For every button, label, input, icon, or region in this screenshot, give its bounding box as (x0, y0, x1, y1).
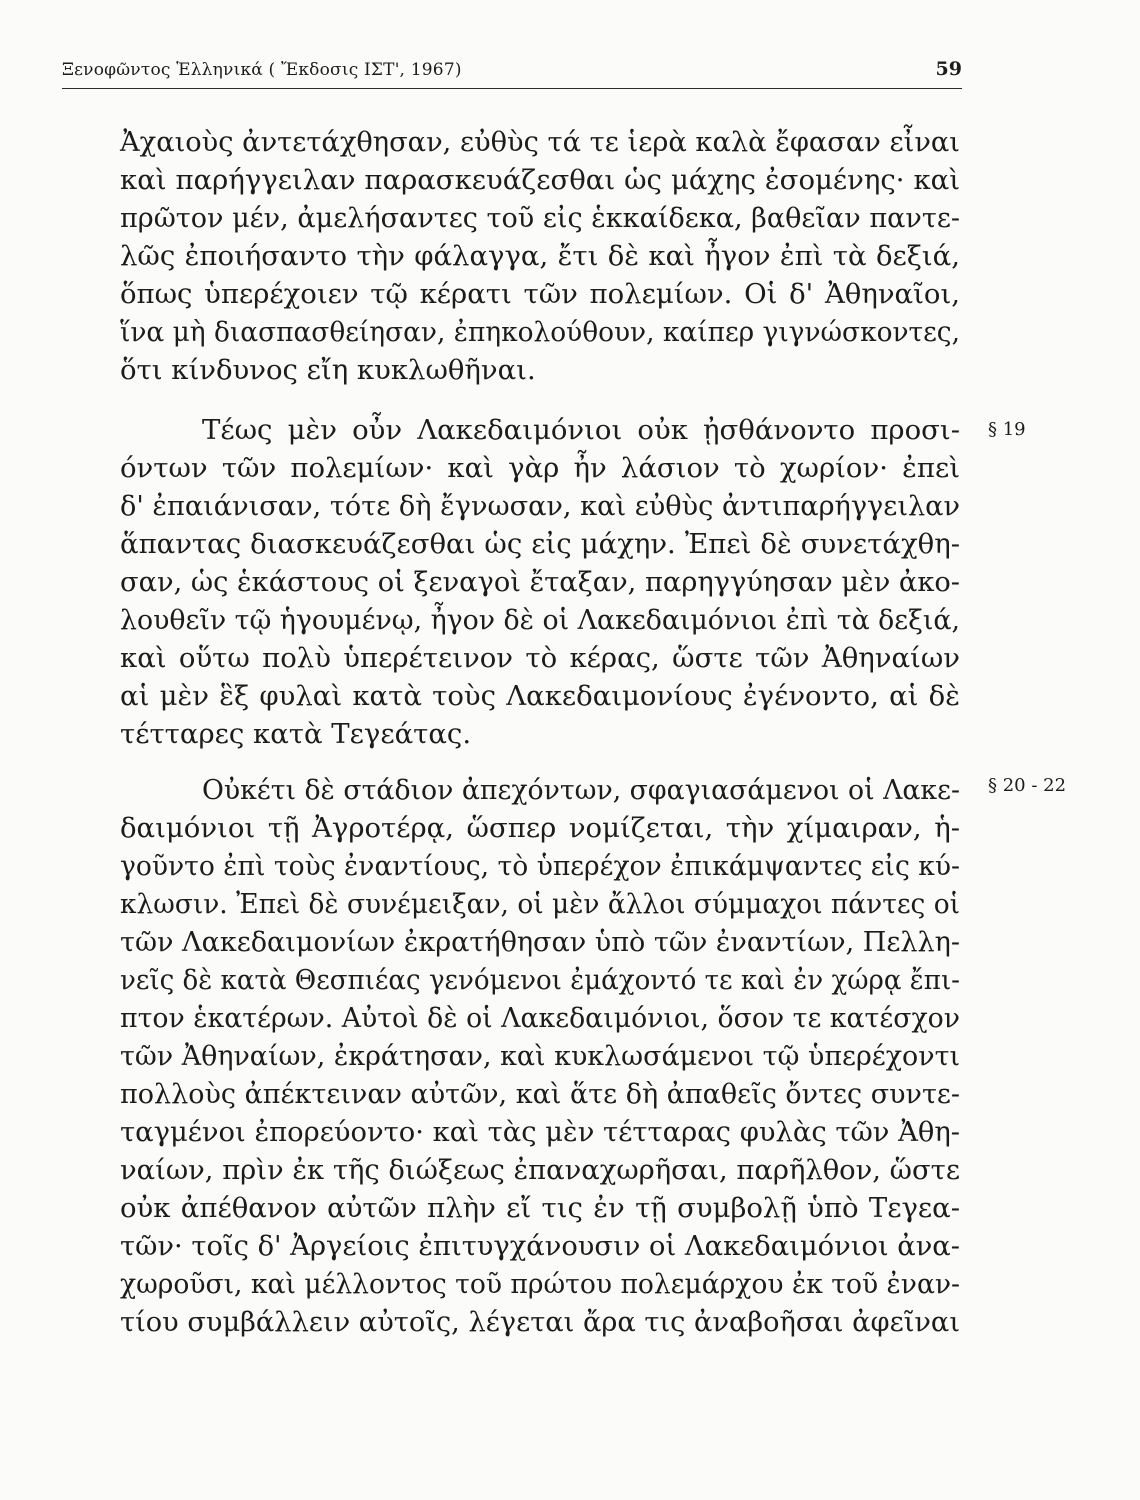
page-number: 59 (935, 58, 962, 80)
text-line: καὶ παρήγγειλαν παρασκευάζεσθαι ὡς μάχης ἐσομένης· καὶ (120, 164, 960, 196)
text-line: όντων τῶν πολεμίων· καὶ γὰρ ἦν λάσιον τὸ χωρίον· ἐπεὶ (120, 452, 960, 484)
paragraph-start-line: Τέως μὲν οὖν Λακεδαιμόνιοι οὐκ ᾐσθάνοντο προσι- (202, 414, 960, 446)
text-line: δ' ἐπαιάνισαν, τότε δὴ ἔγνωσαν, καὶ εὐθὺς ἀντιπαρήγγειλαν (120, 490, 960, 522)
text-line: οὐκ ἀπέθανον αὐτῶν πλὴν εἴ τις ἐν τῇ συμβολῇ ὑπὸ Τεγεα- (120, 1192, 960, 1224)
text-line: γοῦντο ἐπὶ τοὺς ἐναντίους, τὸ ὑπερέχον ἐπικάμψαντες εἰς κύ- (120, 850, 960, 882)
text-line: Ἀχαιοὺς ἀντετάχθησαν, εὐθὺς τά τε ἱερὰ καλὰ ἔφασαν εἶναι (120, 126, 960, 158)
text-line: κλωσιν. Ἐπεὶ δὲ συνέμειξαν, οἱ μὲν ἄλλοι σύμμαχοι πάντες οἱ (120, 888, 960, 920)
text-line: τέτταρες κατὰ Τεγεάτας. (120, 718, 472, 750)
text-line: τῶν Λακεδαιμονίων ἐκρατήθησαν ὑπὸ τῶν ἐναντίων, Πελλη- (120, 926, 960, 958)
text-line: δαιμόνιοι τῇ Ἀγροτέρᾳ, ὥσπερ νομίζεται, τὴν χίμαιραν, ἡ- (120, 812, 960, 844)
section-marker: § 19 (988, 419, 1026, 440)
header-title: Ξενοφῶντος Ἑλληνικά ( Ἔκδοσις ΙΣΤ', 1967) (62, 60, 462, 80)
text-line: ὅτι κίνδυνος εἴη κυκλωθῆναι. (120, 354, 536, 386)
text-line: τῶν· τοῖς δ' Ἀργείοις ἐπιτυγχάνουσιν οἱ Λακεδαιμόνιοι ἀνα- (120, 1230, 960, 1262)
running-header (62, 58, 962, 89)
text-line: νεῖς δὲ κατὰ Θεσπιέας γενόμενοι ἐμάχοντό τε καὶ ἐν χώρᾳ ἔπι- (120, 964, 960, 996)
text-line: ταγμένοι ἐπορεύοντο· καὶ τὰς μὲν τέτταρας φυλὰς τῶν Ἀθη- (120, 1116, 960, 1148)
text-line: ἵνα μὴ διασπασθείησαν, ἐπηκολούθουν, καίπερ γιγνώσκοντες, (120, 316, 960, 348)
text-line: λουθεῖν τῷ ἡγουμένῳ, ἦγον δὲ οἱ Λακεδαιμόνιοι ἐπὶ τὰ δεξιά, (120, 604, 960, 636)
paragraph-start-line: Οὐκέτι δὲ στάδιον ἀπεχόντων, σφαγιασάμενοι οἱ Λακε- (202, 774, 960, 806)
text-line: λῶς ἐποιήσαντο τὴν φάλαγγα, ἔτι δὲ καὶ ἦγον ἐπὶ τὰ δεξιά, (120, 240, 960, 272)
text-line: σαν, ὡς ἑκάστους οἱ ξεναγοὶ ἔταξαν, παρηγγύησαν μὲν ἀκο- (120, 566, 960, 598)
text-line: ναίων, πρὶν ἐκ τῆς διώξεως ἐπαναχωρῆσαι, παρῆλθον, ὥστε (120, 1154, 960, 1186)
text-line: πτον ἑκατέρων. Αὐτοὶ δὲ οἱ Λακεδαιμόνιοι, ὅσον τε κατέσχον (120, 1002, 960, 1034)
text-line: τῶν Ἀθηναίων, ἐκράτησαν, καὶ κυκλωσάμενοι τῷ ὑπερέχοντι (120, 1040, 960, 1072)
section-marker: § 20 - 22 (988, 775, 1067, 796)
text-line: αἱ μὲν ἓξ φυλαὶ κατὰ τοὺς Λακεδαιμονίους ἐγένοντο, αἱ δὲ (120, 680, 960, 712)
text-line: πρῶτον μέν, ἀμελήσαντες τοῦ εἰς ἑκκαίδεκα, βαθεῖαν παντε- (120, 202, 960, 234)
text-line: πολλοὺς ἀπέκτειναν αὐτῶν, καὶ ἅτε δὴ ἀπαθεῖς ὄντες συντε- (120, 1078, 960, 1110)
text-line: καὶ οὕτω πολὺ ὑπερέτεινον τὸ κέρας, ὥστε τῶν Ἀθηναίων (120, 642, 960, 674)
text-line: τίου συμβάλλειν αὐτοῖς, λέγεται ἄρα τις ἀναβοῆσαι ἀφεῖναι (120, 1306, 960, 1338)
text-line: χωροῦσι, καὶ μέλλοντος τοῦ πρώτου πολεμάρχου ἐκ τοῦ ἐναν- (120, 1268, 960, 1300)
text-line: ἅπαντας διασκευάζεσθαι ὡς εἰς μάχην. Ἐπεὶ δὲ συνετάχθη- (120, 528, 960, 560)
text-line: ὅπως ὑπερέχοιεν τῷ κέρατι τῶν πολεμίων. Οἱ δ' Ἀθηναῖοι, (120, 278, 960, 310)
